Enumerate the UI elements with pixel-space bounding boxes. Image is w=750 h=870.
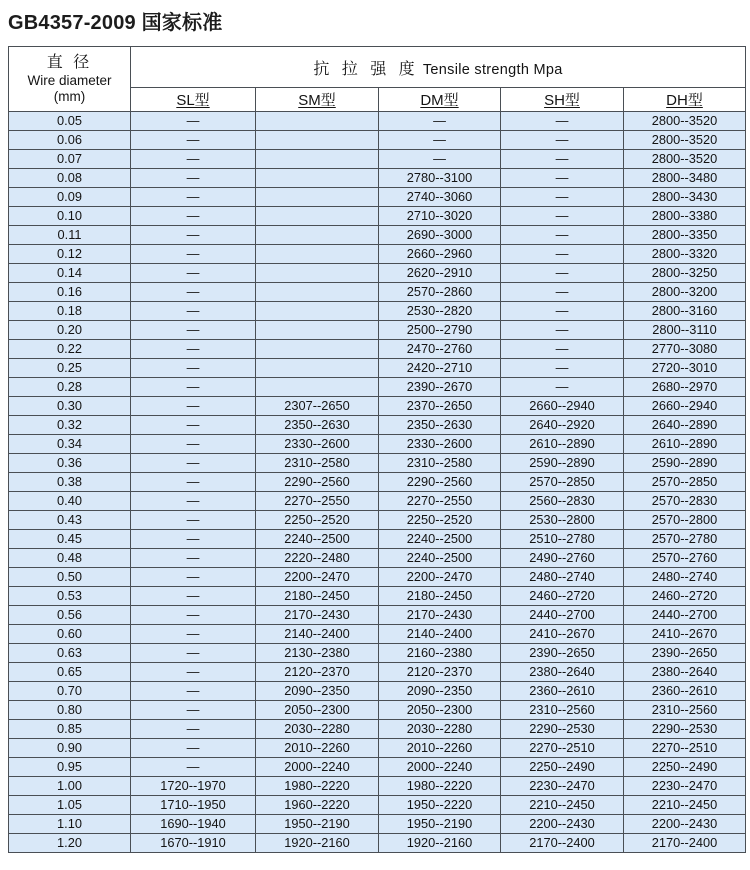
strength-value-cell: 2780--3100	[379, 169, 501, 188]
strength-value-cell: —	[131, 511, 256, 530]
wire-diameter-cell: 0.18	[9, 302, 131, 321]
strength-value-cell: —	[501, 378, 624, 397]
table-row	[9, 131, 746, 150]
wire-diameter-header	[9, 47, 131, 112]
strength-value-cell: 2390--2650	[624, 644, 746, 663]
wire-diameter-cell: 0.36	[9, 454, 131, 473]
type-header-sh: SH型	[501, 88, 624, 112]
table-row	[9, 245, 746, 264]
strength-value-cell: —	[131, 720, 256, 739]
strength-value-cell: —	[501, 302, 624, 321]
wire-diameter-label-zh: 直 径	[46, 54, 93, 71]
wire-diameter-cell: 0.08	[9, 169, 131, 188]
table-row	[9, 112, 746, 131]
strength-value-cell: 2330--2600	[379, 435, 501, 454]
strength-value-cell	[256, 226, 379, 245]
strength-value-cell: 2410--2670	[624, 625, 746, 644]
table-row	[9, 549, 746, 568]
strength-value-cell: 2330--2600	[256, 435, 379, 454]
strength-value-cell: 2570--2780	[624, 530, 746, 549]
strength-value-cell: 1690--1940	[131, 815, 256, 834]
table-row	[9, 226, 746, 245]
strength-value-cell: 2240--2500	[256, 530, 379, 549]
strength-value-cell: 2800--3250	[624, 264, 746, 283]
strength-value-cell: 1670--1910	[131, 834, 256, 853]
table-row	[9, 796, 746, 815]
strength-value-cell: —	[131, 169, 256, 188]
strength-value-cell: 2680--2970	[624, 378, 746, 397]
strength-value-cell: 2170--2400	[501, 834, 624, 853]
strength-value-cell: 2170--2400	[624, 834, 746, 853]
strength-value-cell: 2380--2640	[624, 663, 746, 682]
strength-value-cell: 2800--3520	[624, 150, 746, 169]
strength-value-cell: 2800--3520	[624, 131, 746, 150]
wire-diameter-cell: 0.32	[9, 416, 131, 435]
strength-value-cell: —	[131, 150, 256, 169]
table-row	[9, 625, 746, 644]
strength-value-cell: 2160--2380	[379, 644, 501, 663]
strength-value-cell: 2460--2720	[501, 587, 624, 606]
strength-value-cell: —	[131, 530, 256, 549]
strength-value-cell: 2560--2830	[501, 492, 624, 511]
strength-value-cell: —	[131, 283, 256, 302]
strength-value-cell: 2800--3320	[624, 245, 746, 264]
strength-value-cell: —	[131, 435, 256, 454]
strength-value-cell: 2200--2470	[379, 568, 501, 587]
table-row	[9, 169, 746, 188]
wire-diameter-cell: 0.09	[9, 188, 131, 207]
strength-value-cell: 2460--2720	[624, 587, 746, 606]
strength-value-cell: 2720--3010	[624, 359, 746, 378]
strength-value-cell: 2230--2470	[501, 777, 624, 796]
strength-value-cell: 2230--2470	[624, 777, 746, 796]
strength-value-cell: 2370--2650	[379, 397, 501, 416]
strength-value-cell: —	[131, 359, 256, 378]
strength-value-cell	[256, 321, 379, 340]
wire-diameter-cell: 0.10	[9, 207, 131, 226]
strength-value-cell: —	[131, 416, 256, 435]
strength-value-cell: 2390--2650	[501, 644, 624, 663]
strength-value-cell: 1980--2220	[256, 777, 379, 796]
strength-value-cell: —	[131, 549, 256, 568]
strength-value-cell: 2010--2260	[379, 739, 501, 758]
strength-value-cell: 2290--2560	[379, 473, 501, 492]
table-row	[9, 397, 746, 416]
strength-value-cell: 2800--3520	[624, 112, 746, 131]
strength-value-cell: 2120--2370	[379, 663, 501, 682]
wire-diameter-cell: 0.53	[9, 587, 131, 606]
strength-value-cell: 2770--3080	[624, 340, 746, 359]
strength-value-cell: 2380--2640	[501, 663, 624, 682]
strength-value-cell: 2240--2500	[379, 530, 501, 549]
strength-value-cell: 2570--2800	[624, 511, 746, 530]
strength-value-cell	[256, 188, 379, 207]
strength-value-cell: 2350--2630	[256, 416, 379, 435]
strength-value-cell: 2050--2300	[256, 701, 379, 720]
strength-value-cell: 1710--1950	[131, 796, 256, 815]
wire-diameter-cell: 0.25	[9, 359, 131, 378]
strength-value-cell: 1920--2160	[379, 834, 501, 853]
table-row	[9, 663, 746, 682]
strength-value-cell: —	[131, 454, 256, 473]
wire-diameter-cell: 0.50	[9, 568, 131, 587]
type-header-dh: DH型	[624, 88, 746, 112]
strength-value-cell: 2090--2350	[256, 682, 379, 701]
wire-diameter-cell: 0.43	[9, 511, 131, 530]
strength-value-cell: 2030--2280	[256, 720, 379, 739]
table-row	[9, 606, 746, 625]
wire-diameter-cell: 0.45	[9, 530, 131, 549]
table-row	[9, 207, 746, 226]
strength-value-cell: —	[501, 169, 624, 188]
strength-value-cell: 1980--2220	[379, 777, 501, 796]
strength-value-cell: 2390--2670	[379, 378, 501, 397]
type-header-dm: DM型	[379, 88, 501, 112]
strength-value-cell: —	[131, 606, 256, 625]
strength-value-cell: —	[131, 245, 256, 264]
table-row	[9, 701, 746, 720]
table-header	[9, 47, 746, 112]
page-title: GB4357-2009 国家标准	[8, 12, 223, 34]
strength-value-cell: 2640--2890	[624, 416, 746, 435]
strength-value-cell: 2740--3060	[379, 188, 501, 207]
strength-value-cell: —	[131, 207, 256, 226]
strength-value-cell: 2250--2490	[624, 758, 746, 777]
table-row	[9, 739, 746, 758]
strength-value-cell: 2350--2630	[379, 416, 501, 435]
strength-value-cell: 2290--2530	[624, 720, 746, 739]
strength-value-cell: 2360--2610	[624, 682, 746, 701]
table-row	[9, 150, 746, 169]
wire-diameter-cell: 0.30	[9, 397, 131, 416]
strength-value-cell: 2360--2610	[501, 682, 624, 701]
strength-value-cell: —	[379, 150, 501, 169]
strength-value-cell: 2530--2820	[379, 302, 501, 321]
strength-value-cell: 1720--1970	[131, 777, 256, 796]
wire-diameter-cell: 1.05	[9, 796, 131, 815]
table-row	[9, 359, 746, 378]
strength-value-cell: —	[501, 283, 624, 302]
strength-value-cell: 2710--3020	[379, 207, 501, 226]
table-row	[9, 454, 746, 473]
strength-value-cell: 2210--2450	[624, 796, 746, 815]
wire-diameter-cell: 0.40	[9, 492, 131, 511]
tensile-strength-table	[8, 46, 746, 853]
strength-value-cell: 2200--2430	[501, 815, 624, 834]
strength-value-cell: 2200--2470	[256, 568, 379, 587]
strength-value-cell: —	[131, 739, 256, 758]
tensile-strength-label-zh: 抗 拉 强 度	[313, 60, 419, 78]
wire-diameter-cell: 1.00	[9, 777, 131, 796]
type-header-sl: SL型	[131, 88, 256, 112]
strength-value-cell: 2590--2890	[501, 454, 624, 473]
strength-value-cell: 2570--2850	[501, 473, 624, 492]
strength-value-cell: 2050--2300	[379, 701, 501, 720]
table-row	[9, 340, 746, 359]
strength-value-cell: 2310--2580	[379, 454, 501, 473]
strength-value-cell: 2640--2920	[501, 416, 624, 435]
wire-diameter-cell: 0.48	[9, 549, 131, 568]
strength-value-cell: —	[131, 473, 256, 492]
strength-value-cell: 2310--2560	[624, 701, 746, 720]
strength-value-cell: 2480--2740	[501, 568, 624, 587]
strength-value-cell: 1920--2160	[256, 834, 379, 853]
strength-value-cell: 2440--2700	[501, 606, 624, 625]
strength-value-cell: 2800--3160	[624, 302, 746, 321]
strength-value-cell: —	[131, 663, 256, 682]
table-body	[9, 112, 746, 853]
wire-diameter-cell: 0.90	[9, 739, 131, 758]
strength-value-cell: 2420--2710	[379, 359, 501, 378]
strength-value-cell: —	[131, 568, 256, 587]
strength-value-cell: 2170--2430	[379, 606, 501, 625]
table-row	[9, 777, 746, 796]
strength-value-cell: 2250--2520	[379, 511, 501, 530]
strength-value-cell: —	[131, 644, 256, 663]
strength-value-cell	[256, 150, 379, 169]
strength-value-cell: 2800--3200	[624, 283, 746, 302]
strength-value-cell: 2250--2520	[256, 511, 379, 530]
strength-value-cell: 2270--2550	[379, 492, 501, 511]
strength-value-cell: —	[501, 226, 624, 245]
wire-diameter-cell: 0.14	[9, 264, 131, 283]
table-row	[9, 720, 746, 739]
strength-value-cell: 2480--2740	[624, 568, 746, 587]
strength-value-cell: —	[501, 131, 624, 150]
strength-value-cell: 2210--2450	[501, 796, 624, 815]
wire-diameter-cell: 1.10	[9, 815, 131, 834]
strength-value-cell	[256, 131, 379, 150]
strength-value-cell: 2090--2350	[379, 682, 501, 701]
strength-value-cell: 2610--2890	[624, 435, 746, 454]
wire-diameter-cell: 1.20	[9, 834, 131, 853]
strength-value-cell	[256, 340, 379, 359]
strength-value-cell: 2800--3480	[624, 169, 746, 188]
wire-diameter-cell: 0.07	[9, 150, 131, 169]
strength-value-cell: 1950--2190	[379, 815, 501, 834]
wire-diameter-cell: 0.38	[9, 473, 131, 492]
strength-value-cell	[256, 283, 379, 302]
wire-diameter-cell: 0.60	[9, 625, 131, 644]
type-header-sm: SM型	[256, 88, 379, 112]
wire-diameter-unit: (mm)	[53, 89, 86, 104]
wire-diameter-cell: 0.28	[9, 378, 131, 397]
strength-value-cell: 2290--2560	[256, 473, 379, 492]
table-row	[9, 815, 746, 834]
strength-value-cell: —	[501, 150, 624, 169]
strength-value-cell	[256, 378, 379, 397]
strength-value-cell	[256, 207, 379, 226]
strength-value-cell: 2660--2940	[501, 397, 624, 416]
table-row	[9, 264, 746, 283]
strength-value-cell: 2250--2490	[501, 758, 624, 777]
strength-value-cell: 2180--2450	[379, 587, 501, 606]
strength-value-cell: 2590--2890	[624, 454, 746, 473]
table-row	[9, 587, 746, 606]
strength-value-cell	[256, 112, 379, 131]
strength-value-cell	[256, 359, 379, 378]
strength-value-cell: 2800--3350	[624, 226, 746, 245]
wire-diameter-cell: 0.11	[9, 226, 131, 245]
wire-diameter-cell: 0.06	[9, 131, 131, 150]
table-row	[9, 530, 746, 549]
strength-value-cell: 2270--2510	[501, 739, 624, 758]
wire-diameter-cell: 0.16	[9, 283, 131, 302]
table-row	[9, 511, 746, 530]
strength-value-cell: —	[131, 492, 256, 511]
strength-value-cell	[256, 302, 379, 321]
strength-value-cell: 2570--2860	[379, 283, 501, 302]
table-row	[9, 758, 746, 777]
table-row	[9, 644, 746, 663]
strength-value-cell: 1950--2220	[379, 796, 501, 815]
strength-value-cell	[256, 264, 379, 283]
strength-value-cell: 2220--2480	[256, 549, 379, 568]
strength-value-cell: 2000--2240	[256, 758, 379, 777]
strength-value-cell: 2510--2780	[501, 530, 624, 549]
strength-value-cell: 2610--2890	[501, 435, 624, 454]
strength-value-cell: 2010--2260	[256, 739, 379, 758]
strength-value-cell: 2130--2380	[256, 644, 379, 663]
strength-value-cell: 2660--2960	[379, 245, 501, 264]
strength-value-cell: 2660--2940	[624, 397, 746, 416]
wire-diameter-cell: 0.65	[9, 663, 131, 682]
strength-value-cell: —	[501, 207, 624, 226]
strength-value-cell: 2490--2760	[501, 549, 624, 568]
wire-diameter-cell: 0.56	[9, 606, 131, 625]
wire-diameter-cell: 0.80	[9, 701, 131, 720]
strength-value-cell: 2140--2400	[379, 625, 501, 644]
strength-value-cell: 2410--2670	[501, 625, 624, 644]
wire-diameter-cell: 0.95	[9, 758, 131, 777]
strength-value-cell: —	[131, 378, 256, 397]
strength-value-cell: 2800--3430	[624, 188, 746, 207]
wire-diameter-label-en: Wire diameter	[27, 73, 112, 88]
strength-value-cell: —	[131, 302, 256, 321]
strength-value-cell: —	[131, 625, 256, 644]
strength-value-cell: 2620--2910	[379, 264, 501, 283]
table-row	[9, 834, 746, 853]
wire-diameter-cell: 0.34	[9, 435, 131, 454]
strength-value-cell: 2307--2650	[256, 397, 379, 416]
table-row	[9, 682, 746, 701]
table-row	[9, 568, 746, 587]
strength-value-cell: 2270--2510	[624, 739, 746, 758]
strength-value-cell: —	[131, 226, 256, 245]
strength-value-cell: 2180--2450	[256, 587, 379, 606]
strength-value-cell: —	[501, 188, 624, 207]
tensile-strength-label-en: Tensile strength Mpa	[422, 61, 563, 78]
table-row	[9, 302, 746, 321]
strength-value-cell: 2570--2760	[624, 549, 746, 568]
strength-value-cell: 2500--2790	[379, 321, 501, 340]
strength-value-cell: —	[501, 359, 624, 378]
strength-value-cell: 2800--3380	[624, 207, 746, 226]
strength-value-cell: 2200--2430	[624, 815, 746, 834]
strength-value-cell: —	[501, 245, 624, 264]
wire-diameter-cell: 0.22	[9, 340, 131, 359]
tensile-strength-header	[131, 47, 746, 88]
strength-value-cell: —	[501, 321, 624, 340]
strength-value-cell: 2800--3110	[624, 321, 746, 340]
strength-value-cell	[256, 245, 379, 264]
strength-value-cell: 2240--2500	[379, 549, 501, 568]
strength-value-cell: —	[131, 321, 256, 340]
table-row	[9, 321, 746, 340]
strength-value-cell: —	[501, 112, 624, 131]
strength-value-cell: 2290--2530	[501, 720, 624, 739]
strength-value-cell: 2310--2560	[501, 701, 624, 720]
strength-value-cell: —	[131, 701, 256, 720]
strength-value-cell: 1960--2220	[256, 796, 379, 815]
strength-value-cell: 2690--3000	[379, 226, 501, 245]
strength-value-cell	[256, 169, 379, 188]
strength-value-cell: 2030--2280	[379, 720, 501, 739]
header-row-top	[9, 47, 746, 88]
strength-value-cell: 2530--2800	[501, 511, 624, 530]
table-row	[9, 378, 746, 397]
wire-diameter-cell: 0.70	[9, 682, 131, 701]
wire-diameter-cell: 0.63	[9, 644, 131, 663]
strength-value-cell: —	[379, 112, 501, 131]
strength-value-cell: —	[131, 587, 256, 606]
strength-value-cell: —	[501, 264, 624, 283]
strength-value-cell: 2120--2370	[256, 663, 379, 682]
strength-value-cell: —	[131, 188, 256, 207]
table-row	[9, 492, 746, 511]
strength-value-cell: 2440--2700	[624, 606, 746, 625]
strength-value-cell: —	[131, 131, 256, 150]
table-row	[9, 435, 746, 454]
strength-value-cell: 2570--2850	[624, 473, 746, 492]
strength-value-cell: —	[131, 340, 256, 359]
strength-value-cell: 2270--2550	[256, 492, 379, 511]
strength-value-cell: 2000--2240	[379, 758, 501, 777]
strength-value-cell: 2470--2760	[379, 340, 501, 359]
strength-value-cell: —	[131, 682, 256, 701]
strength-value-cell: 2170--2430	[256, 606, 379, 625]
table-row	[9, 473, 746, 492]
strength-value-cell: 2310--2580	[256, 454, 379, 473]
strength-value-cell: 2570--2830	[624, 492, 746, 511]
strength-value-cell: 2140--2400	[256, 625, 379, 644]
strength-value-cell: —	[131, 397, 256, 416]
table-row	[9, 283, 746, 302]
strength-value-cell: —	[131, 264, 256, 283]
strength-value-cell: —	[131, 758, 256, 777]
strength-value-cell: —	[501, 340, 624, 359]
table-row	[9, 416, 746, 435]
wire-diameter-cell: 0.20	[9, 321, 131, 340]
strength-value-cell: —	[379, 131, 501, 150]
strength-value-cell: —	[131, 112, 256, 131]
table-row	[9, 188, 746, 207]
wire-diameter-cell: 0.85	[9, 720, 131, 739]
wire-diameter-cell: 0.12	[9, 245, 131, 264]
wire-diameter-cell: 0.05	[9, 112, 131, 131]
strength-value-cell: 1950--2190	[256, 815, 379, 834]
